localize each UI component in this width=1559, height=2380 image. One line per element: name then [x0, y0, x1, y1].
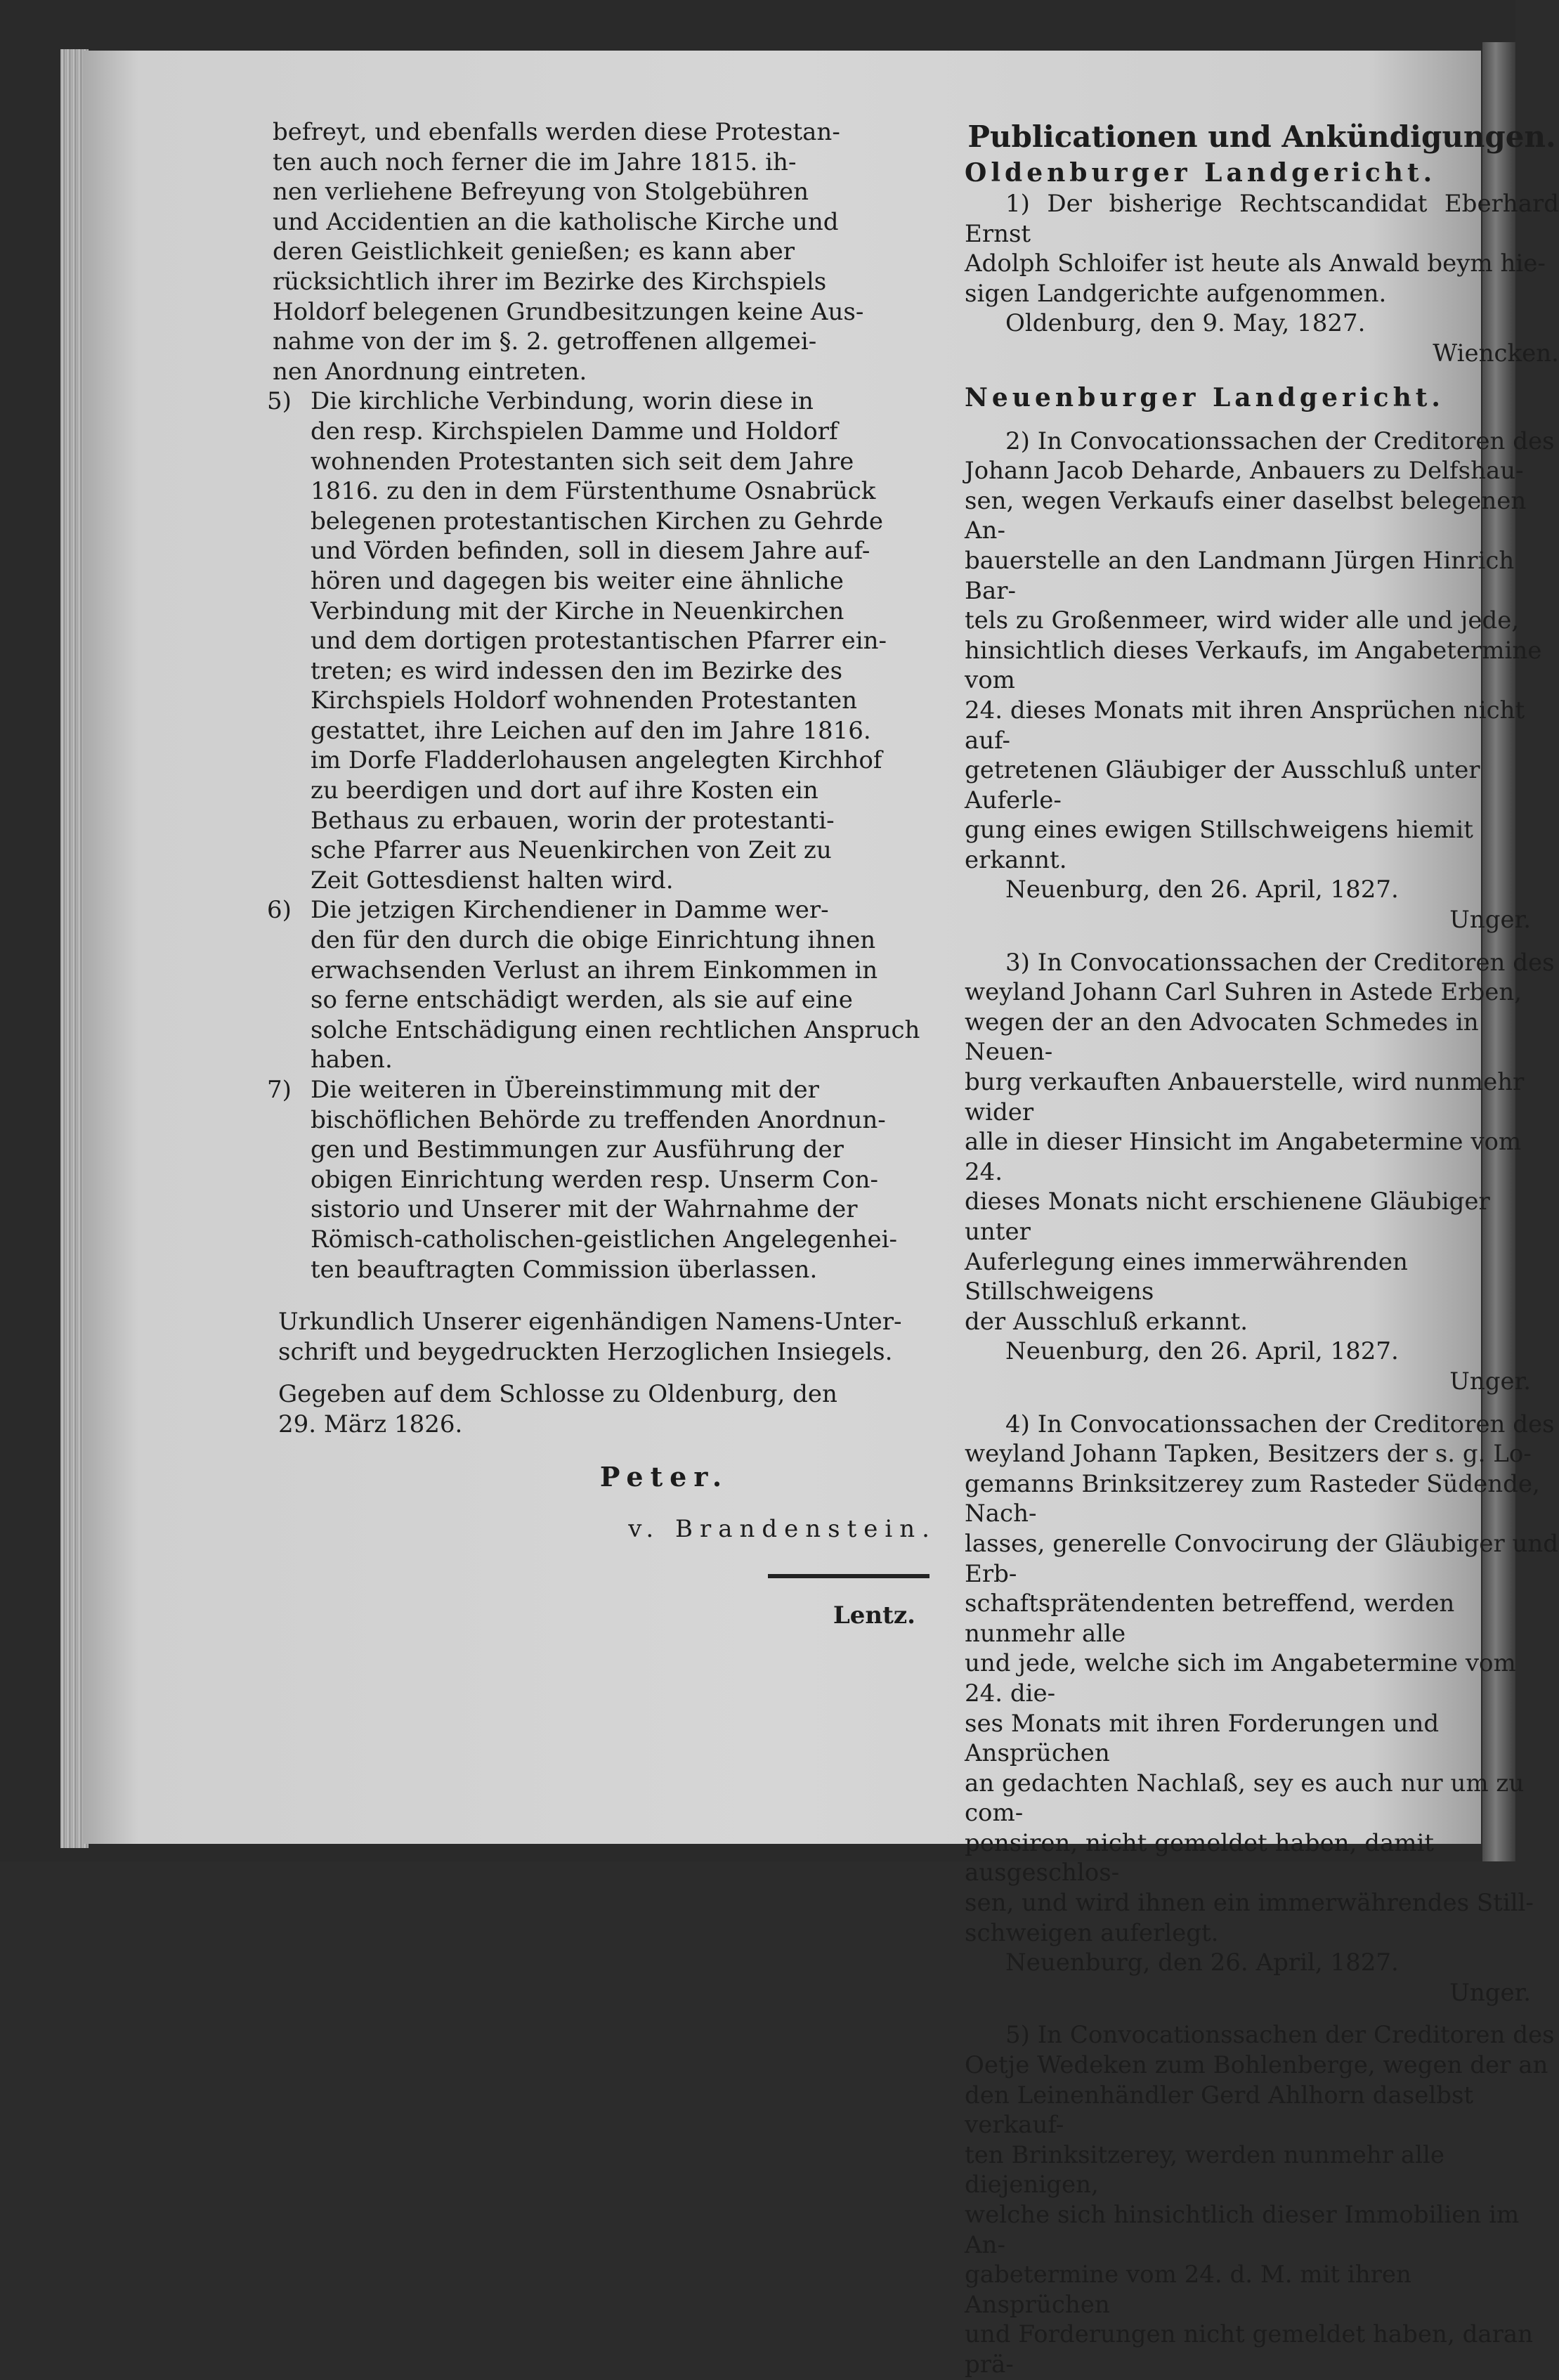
text-line: gemanns Brinksitzerey zum Rasteder Südende, Nach- [965, 1469, 1540, 1528]
text-line: und jede, welche sich im Angabetermine vom 24. die- [965, 1649, 1516, 1708]
right-column [965, 117, 1559, 2380]
text-line: burg verkauften Anbauerstelle, wird nunmehr wider [965, 1068, 1525, 1126]
text-line: bauerstelle an den Landmann Jürgen Hinrich Bar- [965, 546, 1515, 605]
notice-2-place-date: Neuenburg, den 26. April, 1827. [1005, 876, 1399, 904]
item-number: 7) [267, 1076, 292, 1104]
text-line: pensiren, nicht gemeldet haben, damit ausgeschlos- [965, 1828, 1435, 1887]
notice-3-place-date: Neuenburg, den 26. April, 1827. [1005, 1337, 1399, 1366]
text-line: Oetje Wedeken zum Bohlenberge, wegen der an [965, 2051, 1548, 2080]
text-line: den resp. Kirchspielen Damme und Holdorf [311, 417, 838, 446]
urkundlich-paragraph [273, 1307, 944, 1367]
text-line: treten; es wird indessen den im Bezirke des [311, 656, 843, 685]
text-line: und Forderungen nicht gemeldet haben, daran prä- [965, 2320, 1534, 2379]
text-line: 4) In Convocationssachen der Creditoren des [1005, 1410, 1555, 1438]
text-line: 5) In Convocationssachen der Creditoren des [1005, 2021, 1555, 2050]
text-line: Bethaus zu erbauen, worin der protestanti- [311, 806, 835, 835]
text-line: der Ausschluß erkannt. [965, 1307, 1248, 1336]
text-line: befreyt, und ebenfalls werden diese Protestan- [273, 118, 840, 146]
text-line: 29. März 1826. [278, 1410, 463, 1438]
text-line: Urkundlich Unserer eigenhändigen Namens-Unter- [278, 1308, 902, 1337]
text-line: Römisch-catholischen-geistlichen Angelegenhei- [311, 1225, 897, 1254]
text-line: weyland Johann Tapken, Besitzers der s. g. Lo- [965, 1440, 1532, 1469]
text-line: an gedachten Nachlaß, sey es auch nur um zu com- [965, 1769, 1525, 1828]
text-line: Die weiteren in Übereinstimmung mit der [311, 1076, 819, 1104]
text-line: weyland Johann Carl Suhren in Astede Erben, [965, 978, 1522, 1007]
text-line: schaftsprätendenten betreffend, werden nunmehr alle [965, 1589, 1455, 1648]
text-line: sen, wegen Verkaufs einer daselbst belegenen An- [965, 486, 1527, 545]
notice-1 [965, 189, 1559, 308]
text-line: schrift und beygedruckten Herzoglichen Insiegels. [278, 1337, 893, 1366]
text-line: gabetermine vom 24. d. M. mit ihren Ansprüchen [965, 2261, 1411, 2319]
text-line: welche sich hinsichtlich dieser Immobilien im An- [965, 2201, 1520, 2259]
text-line: 24. dieses Monats mit ihren Ansprüchen nicht auf- [965, 696, 1525, 755]
court-heading-neuenburg: Neuenburger Landgericht. [965, 382, 1444, 412]
left-column [267, 117, 944, 1630]
text-line: Auferlegung eines immerwährenden Stillschweigens [965, 1247, 1408, 1306]
text-line: getretenen Gläubiger der Ausschluß unter Auferle- [965, 756, 1480, 814]
text-line: nen Anordnung eintreten. [273, 357, 587, 386]
text-line: sen, und wird ihnen ein immerwährendes Still- [965, 1889, 1534, 1918]
text-line: erwachsenden Verlust an ihrem Einkommen in [311, 956, 878, 984]
court-heading-oldenburg: Oldenburger Landgericht. [965, 158, 1437, 188]
notice-3-signature: Unger. [1449, 1367, 1531, 1396]
text-line: hören und dagegen bis weiter eine ähnliche [311, 566, 844, 595]
text-line: tels zu Großenmeer, wird wider alle und jede, [965, 606, 1520, 635]
text-line: und Accidentien an die katholische Kirche und [273, 207, 839, 236]
text-line: im Dorfe Fladderlohausen angelegten Kirchhof [311, 746, 882, 775]
text-line: alle in dieser Hinsicht im Angabetermine vom 24. [965, 1128, 1522, 1186]
decree-item-7 [267, 1075, 944, 1285]
text-line: sigen Landgerichte aufgenommen. [965, 279, 1387, 308]
notice-1-place-date: Oldenburg, den 9. May, 1827. [1005, 309, 1366, 338]
text-line: so ferne entschädigt werden, als sie auf eine [311, 986, 853, 1015]
text-line: dieses Monats nicht erschienene Gläubiger unter [965, 1188, 1490, 1246]
notice-4 [965, 1410, 1559, 1949]
notice-5 [965, 2020, 1559, 2379]
text-line: Adolph Schloifer ist heute als Anwald beym hie- [965, 249, 1546, 278]
text-line: gen und Bestimmungen zur Ausführung der [311, 1136, 844, 1164]
decree-item-5 [267, 386, 944, 895]
text-line: Johann Jacob Deharde, Anbauers zu Delfshau- [965, 457, 1524, 486]
text-line: Kirchspiels Holdorf wohnenden Protestanten [311, 687, 857, 715]
text-line: rücksichtlich ihrer im Bezirke des Kirchspiels [273, 267, 827, 296]
text-line: gung eines ewigen Stillschweigens hiemit erkannt. [965, 816, 1473, 874]
text-line: nahme von der im §. 2. getroffenen allgemei- [273, 327, 817, 356]
text-line: hinsichtlich dieses Verkaufs, im Angabetermine vom [965, 636, 1542, 695]
text-line: gestattet, ihre Leichen auf den im Jahre 1816. [311, 716, 871, 745]
signature-peter: Peter. [599, 1460, 729, 1493]
text-line: Verbindung mit der Kirche in Neuenkirchen [311, 597, 844, 625]
text-line: ten auch noch ferner die im Jahre 1815. ih- [273, 148, 797, 176]
decree-item-6 [267, 895, 944, 1075]
text-line: solche Entschädigung einen rechtlichen Anspruch [311, 1015, 920, 1044]
text-line: und Vörden befinden, soll in diesem Jahre auf- [311, 537, 870, 566]
document-page [83, 51, 1559, 2379]
text-line: den Leinenhändler Gerd Ahlhorn daselbst verkauf- [965, 2081, 1474, 2140]
text-line: Die kirchliche Verbindung, worin diese in [311, 387, 814, 416]
text-line: schweigen auferlegt. [965, 1918, 1219, 1947]
gegeben-paragraph [273, 1379, 944, 1439]
item-number: 5) [267, 387, 292, 416]
text-line: Die jetzigen Kirchendiener in Damme wer- [311, 896, 829, 925]
text-line: ses Monats mit ihren Forderungen und Ansprüchen [965, 1709, 1440, 1768]
text-line: 1816. zu den in dem Fürstenthume Osnabrück [311, 477, 876, 506]
notice-2-signature: Unger. [1449, 906, 1531, 935]
text-line: Holdorf belegenen Grundbesitzungen keine Aus- [273, 297, 864, 326]
text-line: den für den durch die obige Einrichtung ihnen [311, 926, 876, 955]
text-line: und dem dortigen protestantischen Pfarrer ein- [311, 627, 887, 656]
notice-4-signature: Unger. [1449, 1978, 1531, 2007]
notice-2 [965, 427, 1559, 876]
text-line: ten beauftragten Commission überlassen. [311, 1255, 818, 1284]
text-line: belegenen protestantischen Kirchen zu Gehrde [311, 507, 884, 535]
item-number: 6) [267, 896, 292, 925]
notice-1-signature: Wiencken. [1433, 339, 1559, 368]
text-line: zu beerdigen und dort auf ihre Kosten ein [311, 776, 818, 805]
text-line: 3) In Convocationssachen der Creditoren des [1005, 948, 1555, 977]
text-line: ten Brinksitzerey, werden nunmehr alle diejenigen, [965, 2140, 1445, 2199]
text-line: Gegeben auf dem Schlosse zu Oldenburg, den [278, 1380, 837, 1409]
text-line: obigen Einrichtung werden resp. Unserm Con- [311, 1165, 878, 1194]
text-line: deren Geistlichkeit genießen; es kann aber [273, 238, 795, 266]
notice-4-place-date: Neuenburg, den 26. April, 1827. [1005, 1949, 1399, 1977]
signature-lentz: Lentz. [833, 1601, 915, 1630]
text-line: 1) Der bisherige Rechtscandidat Eberhard Ernst [965, 190, 1559, 248]
text-line: sistorio und Unserer mit der Wahrnahme der [311, 1195, 858, 1224]
text-line: Zeit Gottesdienst halten wird. [311, 866, 674, 895]
text-line: nen verliehene Befreyung von Stolgebühren [273, 178, 809, 207]
countersignature: v. Brandenstein. [628, 1515, 937, 1544]
text-line: lasses, generelle Convocirung der Gläubiger und Erb- [965, 1529, 1559, 1588]
section-heading: Publicationen und Ankündigungen. [967, 119, 1556, 154]
text-line: bischöflichen Behörde zu treffenden Anordnun- [311, 1105, 886, 1134]
text-line: haben. [311, 1046, 393, 1074]
continuation-paragraph [273, 117, 944, 386]
text-line: 2) In Convocationssachen der Creditoren des [1005, 427, 1555, 455]
notice-3 [965, 948, 1559, 1337]
text-line: wegen der an den Advocaten Schmedes in Neuen- [965, 1008, 1479, 1067]
text-line: wohnenden Protestanten sich seit dem Jahre [311, 447, 854, 476]
text-line: sche Pfarrer aus Neuenkirchen von Zeit zu [311, 836, 832, 865]
